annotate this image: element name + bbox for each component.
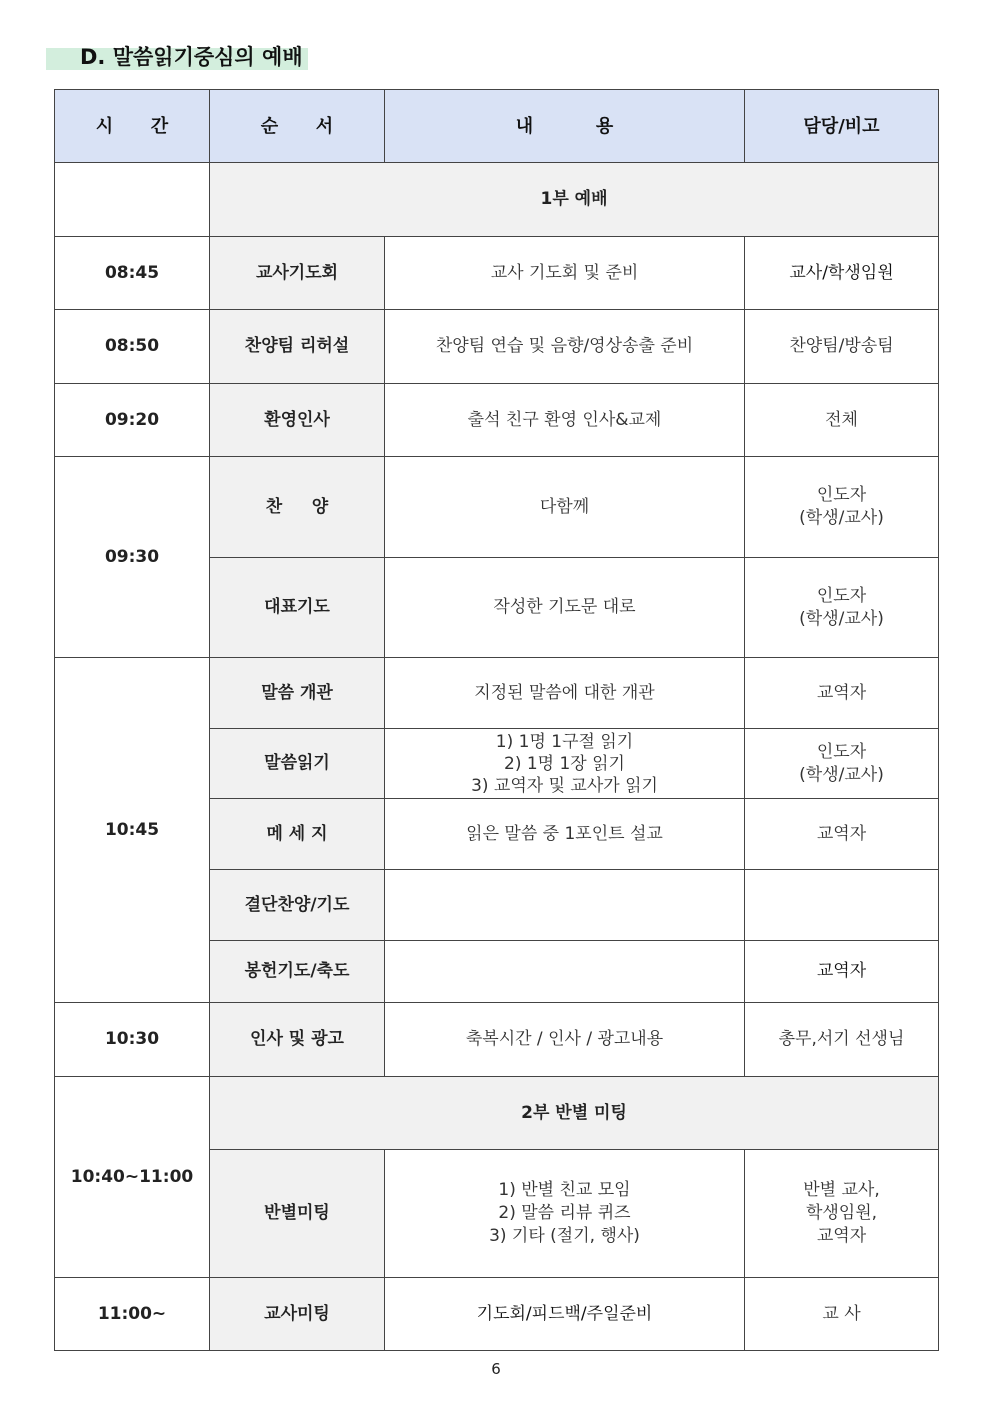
content-cell: 교사 기도회 및 준비	[385, 237, 745, 310]
note-cell: 교역자	[745, 799, 939, 870]
order-cell: 찬 양	[210, 457, 385, 558]
note-cell: 인도자 (학생/교사)	[745, 558, 939, 658]
table-row	[55, 658, 939, 729]
table-row	[55, 457, 939, 558]
schedule-table	[54, 89, 939, 1351]
note-cell: 인도자 (학생/교사)	[745, 729, 939, 799]
table-row	[55, 310, 939, 384]
section-row-part2	[55, 1077, 939, 1150]
time-cell: 08:50	[55, 310, 210, 384]
note-cell: 찬양팀/방송팀	[745, 310, 939, 384]
time-cell: 10:45	[55, 658, 210, 1003]
header-time: 시 간	[55, 90, 210, 163]
note-cell: 인도자 (학생/교사)	[745, 457, 939, 558]
table-row	[55, 1003, 939, 1077]
content-cell: 축복시간 / 인사 / 광고내용	[385, 1003, 745, 1077]
content-cell: 지정된 말씀에 대한 개관	[385, 658, 745, 729]
order-cell: 찬양팀 리허설	[210, 310, 385, 384]
section-title-part2: 2부 반별 미팅	[210, 1077, 939, 1150]
note-cell: 반별 교사, 학생임원, 교역자	[745, 1150, 939, 1278]
order-cell: 인사 및 광고	[210, 1003, 385, 1077]
content-cell: 찬양팀 연습 및 음향/영상송출 준비	[385, 310, 745, 384]
heading-text: D. 말씀읽기중심의 예배	[80, 45, 303, 69]
time-cell: 11:00~	[55, 1278, 210, 1351]
note-cell: 교사/학생임원	[745, 237, 939, 310]
time-cell: 09:30	[55, 457, 210, 658]
time-cell: 09:20	[55, 384, 210, 457]
section-title-part1: 1부 예배	[210, 163, 939, 237]
table-row	[55, 384, 939, 457]
note-cell: 교역자	[745, 941, 939, 1003]
time-cell: 10:30	[55, 1003, 210, 1077]
content-cell	[385, 941, 745, 1003]
order-cell: 결단찬양/기도	[210, 870, 385, 941]
order-cell: 말씀읽기	[210, 729, 385, 799]
order-cell: 대표기도	[210, 558, 385, 658]
order-cell: 반별미팅	[210, 1150, 385, 1278]
order-cell: 교사미팅	[210, 1278, 385, 1351]
time-cell: 10:40~11:00	[55, 1077, 210, 1278]
header-row	[55, 90, 939, 163]
order-cell: 교사기도회	[210, 237, 385, 310]
order-cell: 말씀 개관	[210, 658, 385, 729]
empty-time-cell	[55, 163, 210, 237]
table-row	[55, 237, 939, 310]
note-cell: 교역자	[745, 658, 939, 729]
order-cell: 봉헌기도/축도	[210, 941, 385, 1003]
header-order: 순 서	[210, 90, 385, 163]
note-cell	[745, 870, 939, 941]
content-cell: 읽은 말씀 중 1포인트 설교	[385, 799, 745, 870]
section-row-part1	[55, 163, 939, 237]
time-cell: 08:45	[55, 237, 210, 310]
content-cell: 출석 친구 환영 인사&교제	[385, 384, 745, 457]
section-heading	[46, 44, 303, 70]
content-cell	[385, 870, 745, 941]
order-cell: 환영인사	[210, 384, 385, 457]
note-cell: 전체	[745, 384, 939, 457]
content-cell: 기도회/피드백/주일준비	[385, 1278, 745, 1351]
content-cell: 1) 반별 친교 모임 2) 말씀 리뷰 퀴즈 3) 기타 (절기, 행사)	[385, 1150, 745, 1278]
note-cell: 총무,서기 선생님	[745, 1003, 939, 1077]
content-cell: 작성한 기도문 대로	[385, 558, 745, 658]
table-row	[55, 1278, 939, 1351]
content-cell: 다함께	[385, 457, 745, 558]
order-cell: 메 세 지	[210, 799, 385, 870]
header-content: 내 용	[385, 90, 745, 163]
content-cell: 1) 1명 1구절 읽기 2) 1명 1장 읽기 3) 교역자 및 교사가 읽기	[385, 729, 745, 799]
header-note: 담당/비고	[745, 90, 939, 163]
page-number: 6	[491, 1360, 501, 1378]
note-cell: 교 사	[745, 1278, 939, 1351]
